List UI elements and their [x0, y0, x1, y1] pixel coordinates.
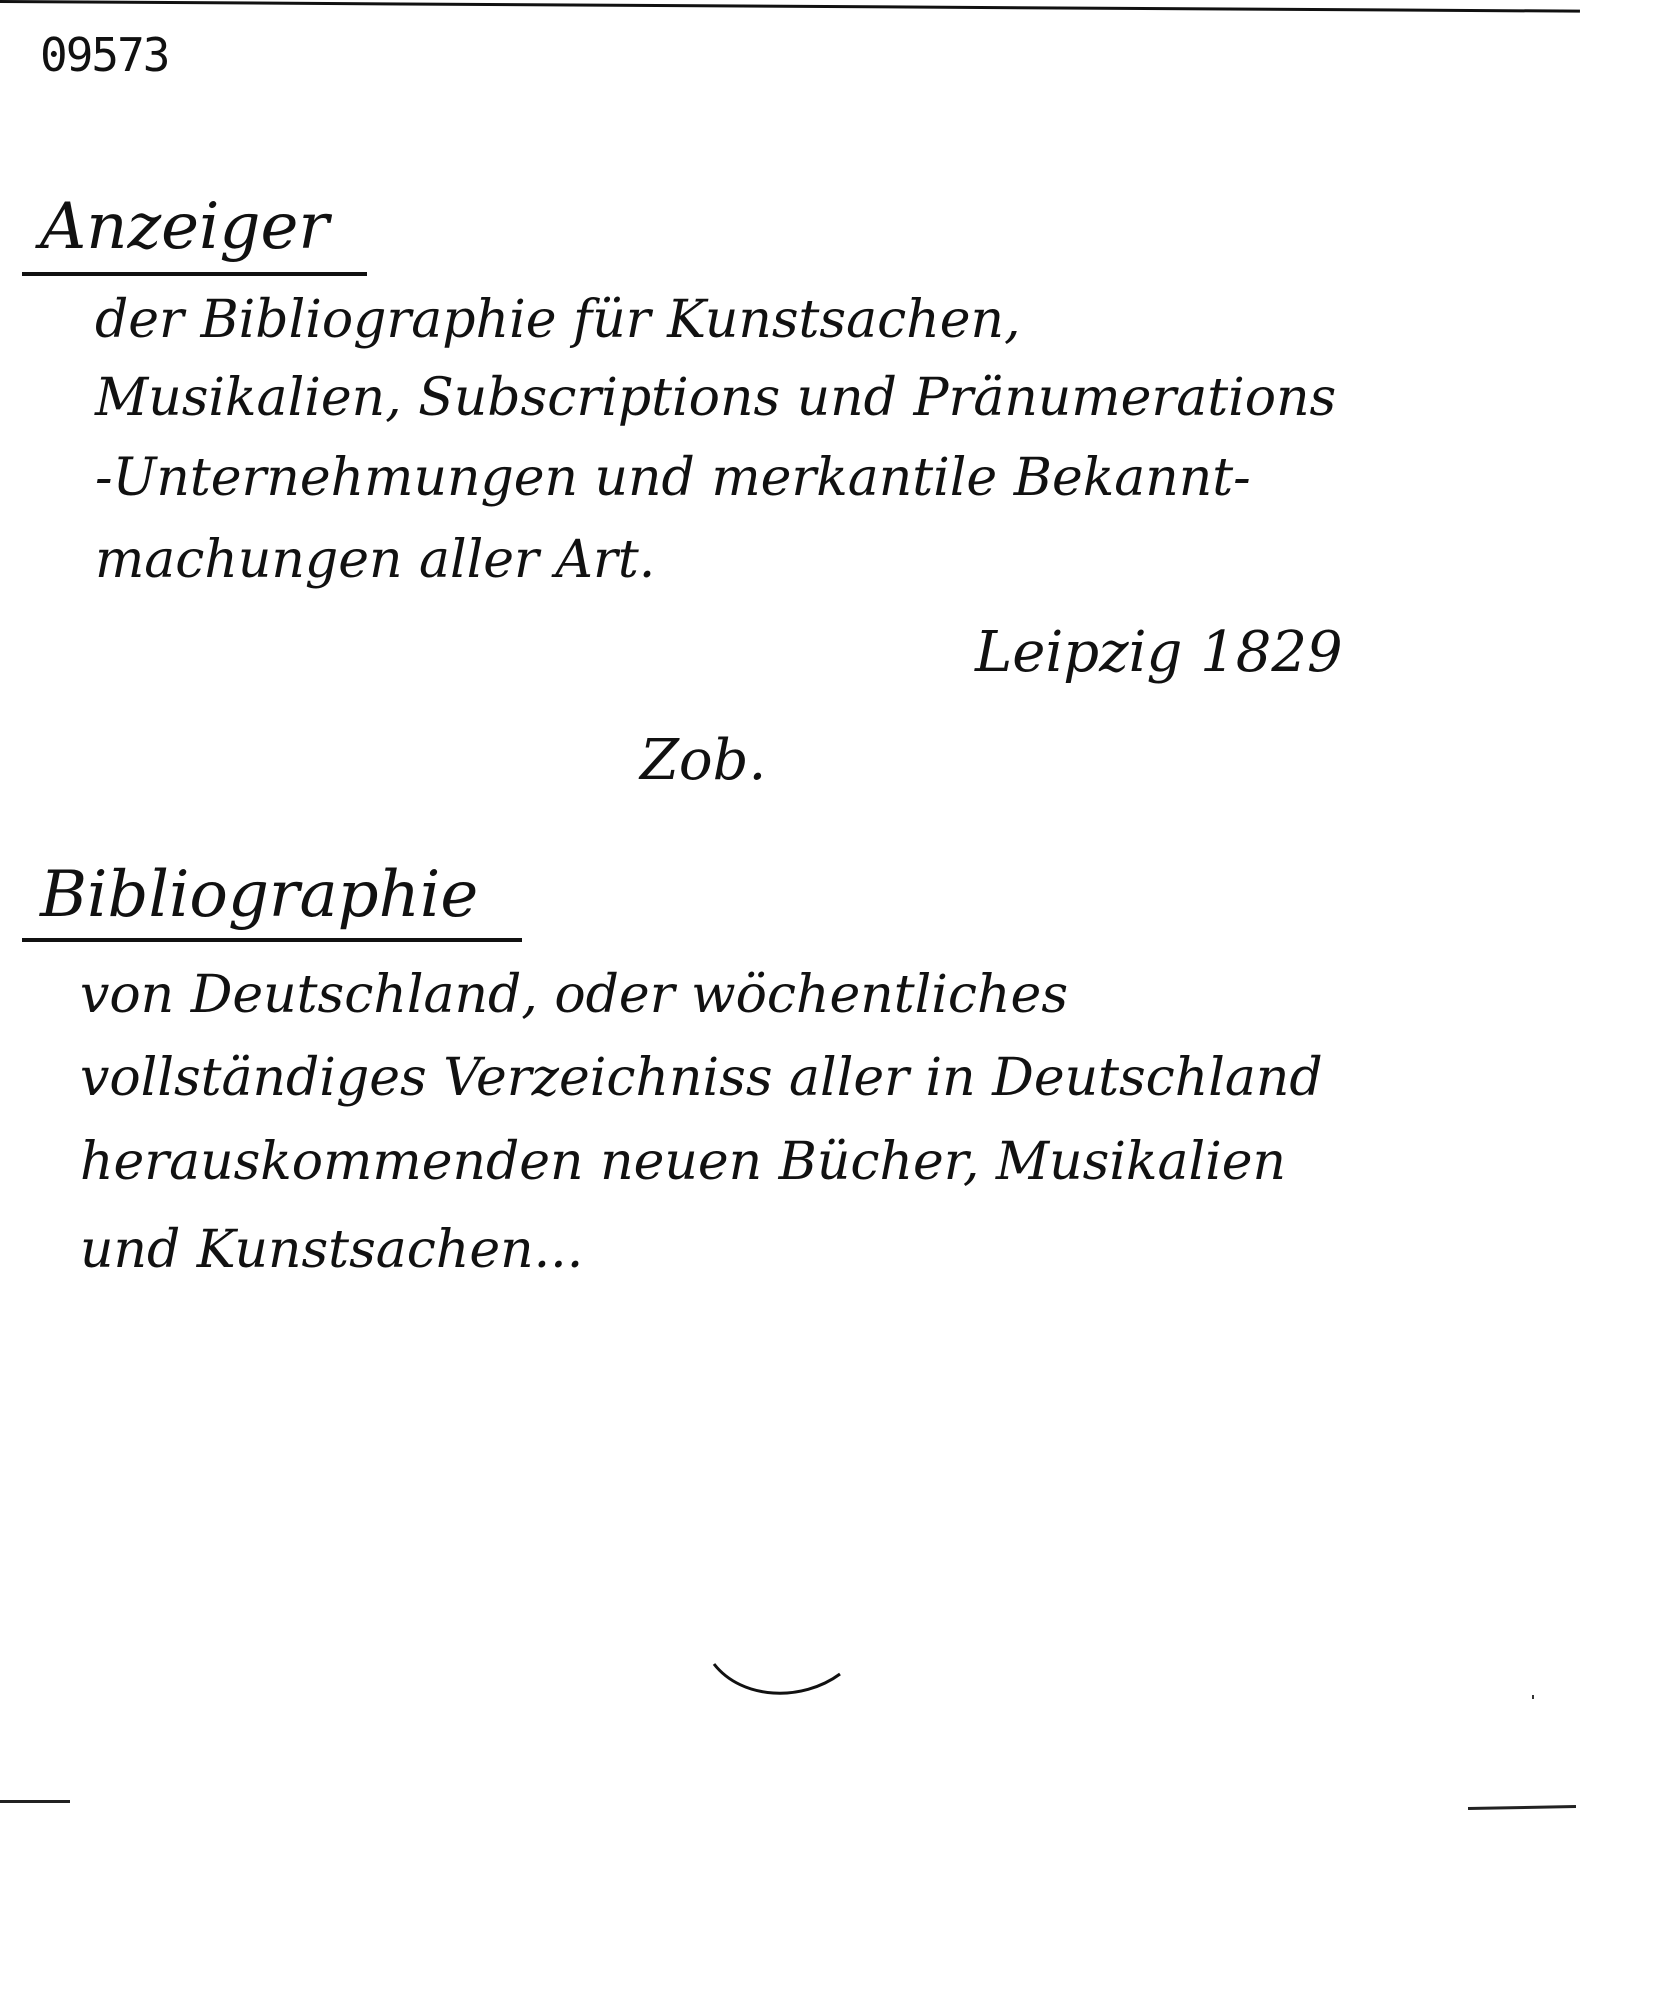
entry2-heading-underline	[22, 938, 522, 942]
entry1-place-year: Leipzig 1829	[975, 620, 1343, 685]
scan-speck	[1532, 1695, 1534, 1699]
entry1-line-4: machungen aller Art.	[95, 530, 656, 590]
entry1-line-1: der Bibliographie für Kunstsachen,	[95, 290, 1021, 350]
entry2-line-3: herauskommenden neuen Bücher, Musikalien	[80, 1132, 1287, 1192]
entry2-line-1: von Deutschland, oder wöchentliches	[80, 965, 1068, 1025]
top-border-line	[0, 0, 1580, 25]
entry1-heading: Anzeiger	[40, 190, 329, 264]
entry2-heading: Bibliographie	[40, 858, 479, 932]
right-edge-mark	[1468, 1805, 1576, 1810]
entry2-line-2: vollständiges Verzeichniss aller in Deutschland	[80, 1048, 1323, 1108]
left-edge-mark	[0, 1800, 70, 1803]
entry2-line-4: und Kunstsachen...	[80, 1220, 584, 1280]
entry1-line-2: Musikalien, Subscriptions und Pränumerations	[95, 368, 1337, 428]
curve-mark	[712, 1660, 842, 1710]
catalog-number: 09573	[40, 28, 169, 82]
entry1-abbreviation: Zob.	[640, 728, 767, 793]
entry1-line-3: -Unternehmungen und merkantile Bekannt-	[95, 448, 1251, 508]
entry1-heading-underline	[22, 272, 367, 276]
